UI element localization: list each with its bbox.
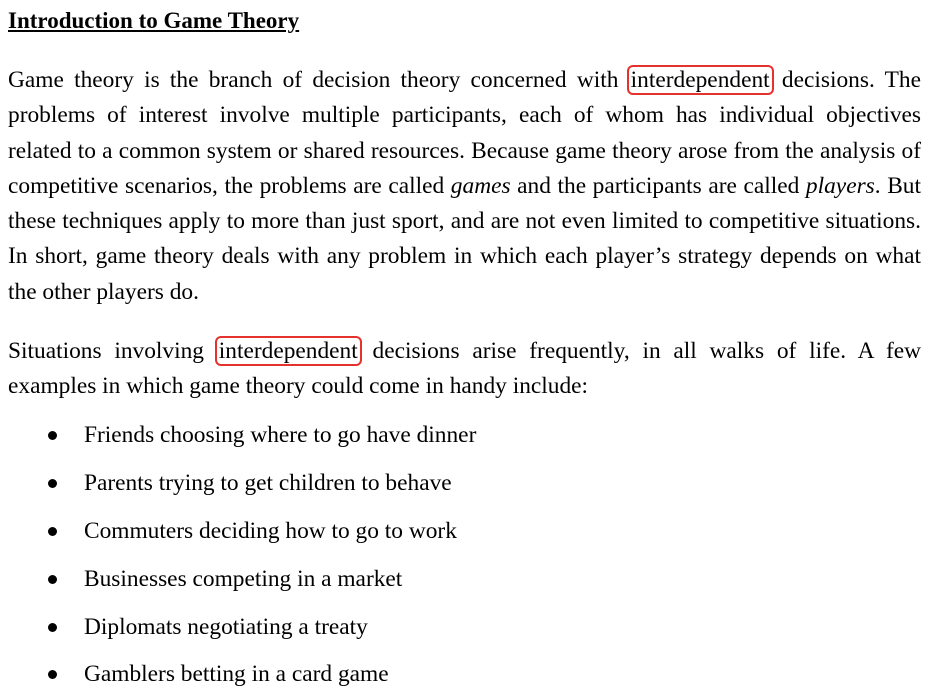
paragraph-intro-text-3: and the participants are called — [510, 172, 806, 199]
paragraph-intro-text-1: Game theory is the branch of decision theory concerned with — [8, 67, 629, 93]
italic-term-players: players — [805, 172, 875, 199]
italic-term-games: games — [450, 172, 511, 199]
highlighted-word: interdependent — [218, 338, 358, 364]
bullet-icon — [48, 431, 57, 440]
paragraph-intro — [8, 63, 921, 310]
paragraph-intro-text-2: decisions. The problems of interest involve multiple participants, each of whom has individual objectives related to a common system or shared resources. Because game theory arose from the analysis of competitive scenarios, the problems are called — [8, 67, 921, 199]
bullet-icon — [48, 670, 57, 679]
paragraph-situations — [8, 334, 921, 405]
paragraph-intro-text-4: . But these techniques apply to more than just sport, and are not even limited to competitive situations. In short, game theory deals with any problem in which each player’s strategy depends on what the other players do. — [8, 172, 922, 305]
bullet-icon — [48, 623, 57, 632]
bullet-icon — [48, 479, 57, 488]
bullet-icon — [48, 527, 57, 536]
highlighted-word: interdependent — [630, 67, 770, 93]
document-title: Introduction to Game Theory — [8, 8, 300, 33]
paragraph-situations-text-2: decisions arise frequently, in all walks of life. A few examples in which game theory could come in handy include: — [8, 338, 922, 400]
paragraph-situations-text-1: Situations involving — [8, 338, 217, 364]
bullet-icon — [48, 575, 57, 584]
